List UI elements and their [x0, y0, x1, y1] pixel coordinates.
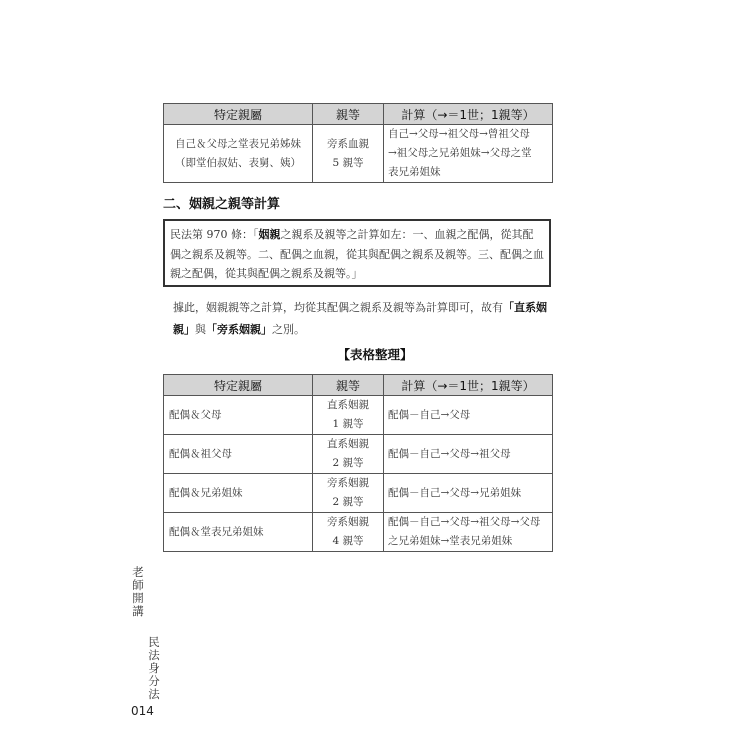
- cell-line: （即堂伯叔姑、表舅、姨）: [175, 156, 301, 169]
- side-char: 開: [132, 591, 144, 605]
- calculation-cell: [384, 435, 553, 474]
- table-row: [164, 474, 553, 513]
- column-header-calculation: 計算（→＝1世；1親等）: [384, 375, 553, 396]
- cell-line: 表兄弟姐妹: [388, 166, 441, 178]
- cell-line: 2 親等: [332, 457, 364, 469]
- cell-line: 4 親等: [332, 535, 364, 547]
- table-row: [164, 435, 553, 474]
- calculation-cell: [384, 396, 553, 435]
- cell-line: 旁系姻親: [327, 477, 369, 489]
- cell-line: →祖父母之兄弟姐妹→父母之堂: [388, 147, 532, 159]
- relation-cell: 配偶＆兄弟姐妹: [164, 474, 313, 513]
- cell-line: 配偶－自己→父母→祖父母: [388, 447, 511, 460]
- degree-cell: [313, 125, 384, 183]
- side-char: 法: [148, 648, 160, 662]
- para-text-before: 據此，姻親親等之計算，均從其配偶之親系及親等為計算即可，故有: [173, 301, 503, 314]
- relation-cell: 配偶＆堂表兄弟姐妹: [164, 513, 313, 552]
- cell-line: 2 親等: [332, 496, 364, 508]
- page-number: 014: [131, 704, 154, 718]
- relation-cell: 配偶＆父母: [164, 396, 313, 435]
- cell-line: 自己＆父母之堂表兄弟姊妹: [175, 137, 301, 150]
- column-header-degree: 親等: [313, 375, 384, 396]
- table-row: [164, 513, 553, 552]
- table-row: [164, 396, 553, 435]
- cell-line: 直系姻親: [327, 438, 369, 450]
- side-char: 法: [148, 687, 160, 701]
- table-caption: 【表格整理】: [337, 347, 413, 362]
- cell-line: 配偶－自己→父母→祖父母→父母: [388, 516, 541, 528]
- law-quote-box: [163, 219, 551, 287]
- side-char: 民: [148, 635, 160, 649]
- table-row: [164, 125, 553, 183]
- para-bold-term-2: 「旁系姻親」: [206, 323, 272, 336]
- table-header-row: [164, 375, 553, 396]
- running-title-book: [147, 636, 161, 701]
- cell-line: 自己→父母→祖父母→曾祖父母: [388, 128, 530, 140]
- para-text-middle: 與: [195, 323, 206, 336]
- column-header-relation: 特定親屬: [164, 375, 313, 396]
- degree-cell: [313, 474, 384, 513]
- cell-line: 5 親等: [332, 156, 364, 169]
- section-title: 二、姻親之親等計算: [163, 197, 281, 212]
- side-char: 身: [148, 661, 160, 675]
- column-header-relation: 特定親屬: [164, 104, 313, 125]
- side-char: 師: [132, 578, 144, 592]
- para-bold-term-1: 「直系姻親」: [173, 301, 547, 336]
- cell-line: 配偶－自己→父母: [388, 408, 471, 421]
- running-title-series: [131, 566, 145, 618]
- explanation-paragraph: [173, 297, 555, 341]
- degree-cell: [313, 513, 384, 552]
- law-bold-term: 姻親: [258, 228, 281, 241]
- cell-line: 旁系血親: [327, 137, 369, 150]
- para-text-after: 之別。: [272, 323, 305, 336]
- cell-line: 直系姻親: [327, 399, 369, 411]
- side-char: 老: [132, 565, 144, 579]
- side-char: 分: [148, 674, 160, 688]
- calculation-cell: [384, 513, 553, 552]
- law-prefix: 民法第 970 條：「: [170, 228, 259, 241]
- column-header-degree: 親等: [313, 104, 384, 125]
- side-char: 講: [132, 604, 144, 618]
- table-header-row: [164, 104, 553, 125]
- cell-line: 之兄弟姐妹→堂表兄弟姐妹: [388, 535, 513, 547]
- cell-line: 旁系姻親: [327, 516, 369, 528]
- relative-degree-table-1: [163, 103, 553, 183]
- degree-cell: [313, 435, 384, 474]
- degree-cell: [313, 396, 384, 435]
- cell-line: 1 親等: [332, 418, 364, 430]
- calculation-cell: [384, 474, 553, 513]
- relation-cell: [164, 125, 313, 183]
- calculation-cell: [384, 125, 553, 183]
- relation-cell: 配偶＆祖父母: [164, 435, 313, 474]
- law-text: 之親系及親等之計算如左：一、血親之配偶，從其配偶之親系及親等。二、配偶之血親，從其與配偶之親系及親等。三、配偶之血親之配偶，從其與配偶之親系及親等。」: [170, 228, 544, 280]
- cell-line: 配偶－自己→父母→兄弟姐妹: [388, 486, 522, 499]
- in-law-degree-table: [163, 374, 553, 552]
- column-header-calculation: 計算（→＝1世；1親等）: [384, 104, 553, 125]
